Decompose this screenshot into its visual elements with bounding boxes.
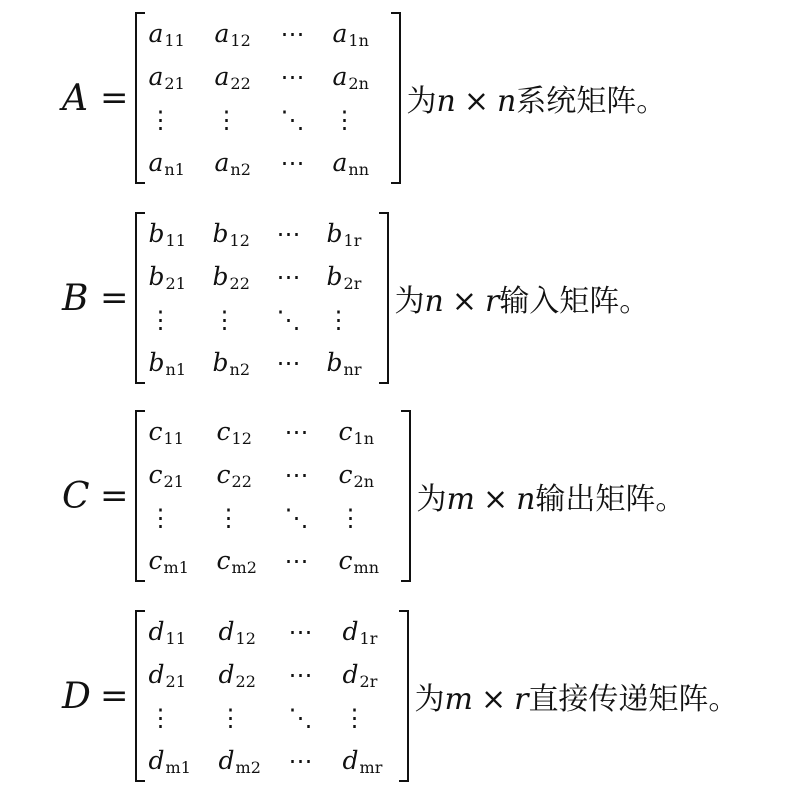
matrix-ellipsis [281, 12, 333, 55]
element-symbol: d [342, 660, 359, 689]
matrix-ellipsis [285, 539, 339, 582]
element-subscript: 1r [359, 629, 378, 648]
matrix-ellipsis [277, 212, 327, 255]
matrix-ellipsis [213, 298, 277, 341]
element-symbol: d [148, 660, 165, 689]
element-symbol: a [332, 148, 348, 177]
desc-suffix: 输入矩阵。 [499, 284, 650, 319]
matrix-ellipsis [333, 98, 387, 141]
ellipsis-symbol: ⋯ [284, 546, 310, 575]
ellipsis-symbol: ⋱ [288, 703, 313, 732]
element-symbol: c [338, 460, 353, 489]
element-symbol: b [148, 262, 165, 291]
element-subscript: 2r [343, 274, 362, 293]
matrix-element [333, 12, 387, 55]
matrix-element [149, 539, 217, 582]
element-subscript: n1 [164, 160, 185, 179]
element-symbol: c [338, 546, 353, 575]
element-subscript: 21 [165, 274, 186, 293]
right-bracket [379, 212, 389, 384]
matrix-description [417, 474, 686, 518]
matrix-ellipsis [281, 141, 333, 184]
matrix-element [215, 55, 281, 98]
matrix-element [149, 653, 219, 696]
element-symbol: d [148, 746, 165, 775]
ellipsis-symbol: ⋯ [280, 19, 306, 48]
element-symbol: c [148, 460, 163, 489]
ellipsis-symbol: ⋮ [214, 105, 239, 134]
element-subscript: 21 [163, 472, 184, 491]
element-subscript: 11 [163, 429, 184, 448]
matrix-ellipsis [219, 696, 289, 739]
element-subscript: 21 [165, 672, 186, 691]
matrix-element [217, 453, 285, 496]
element-subscript: 11 [164, 31, 185, 50]
element-symbol: a [332, 19, 348, 48]
element-symbol: c [148, 417, 163, 446]
matrix-ellipsis [149, 696, 219, 739]
element-subscript: 11 [165, 629, 186, 648]
element-symbol: a [214, 62, 230, 91]
matrix-symbol: A [62, 77, 88, 119]
element-subscript: 2n [348, 74, 369, 93]
matrix-ellipsis [289, 696, 343, 739]
equation-b [62, 210, 649, 386]
element-subscript: n2 [230, 160, 251, 179]
times-sign: × [451, 284, 477, 319]
element-subscript: m1 [163, 558, 189, 577]
matrix-element [333, 55, 387, 98]
ellipsis-symbol: ⋯ [280, 62, 306, 91]
matrix-ellipsis [149, 98, 215, 141]
dimension-rows: n [436, 84, 456, 119]
matrix-element [339, 453, 397, 496]
matrix-ellipsis [289, 610, 343, 653]
matrix-element [339, 539, 397, 582]
ellipsis-symbol: ⋯ [284, 460, 310, 489]
matrix-description [407, 76, 667, 120]
matrix-ellipsis [289, 653, 343, 696]
ellipsis-symbol: ⋯ [276, 219, 302, 248]
dimension-rows: m [446, 482, 475, 517]
matrix-element [149, 141, 215, 184]
dimension-rows: n [424, 284, 444, 319]
matrix-element [339, 410, 397, 453]
matrix-element [213, 212, 277, 255]
element-subscript: mr [359, 758, 383, 777]
element-subscript: m2 [231, 558, 257, 577]
matrix-element [217, 410, 285, 453]
matrix-ellipsis [149, 496, 217, 539]
dimension-cols: r [514, 682, 529, 717]
ellipsis-symbol: ⋱ [276, 305, 301, 334]
dimension-cols: n [516, 482, 536, 517]
matrix-element [213, 341, 277, 384]
matrix-ellipsis [285, 410, 339, 453]
matrix-ellipsis [343, 696, 395, 739]
element-symbol: a [148, 148, 164, 177]
left-bracket [135, 410, 145, 582]
matrix-element [149, 55, 215, 98]
element-subscript: 22 [229, 274, 250, 293]
matrix-element [327, 341, 375, 384]
ellipsis-symbol: ⋯ [288, 660, 314, 689]
matrix [135, 212, 389, 384]
desc-suffix: 系统矩阵。 [516, 84, 667, 119]
element-symbol: b [212, 348, 229, 377]
matrix-element [149, 410, 217, 453]
element-symbol: c [216, 460, 231, 489]
matrix-ellipsis [285, 453, 339, 496]
element-symbol: b [148, 348, 165, 377]
matrix-ellipsis [281, 98, 333, 141]
element-symbol: c [216, 417, 231, 446]
element-symbol: c [148, 546, 163, 575]
ellipsis-symbol: ⋮ [148, 105, 173, 134]
element-subscript: 2n [353, 472, 374, 491]
matrix-element [219, 739, 289, 782]
matrix-ellipsis [149, 298, 213, 341]
element-subscript: 22 [230, 74, 251, 93]
equation-a [62, 10, 666, 186]
right-bracket [399, 610, 409, 782]
element-subscript: 1n [348, 31, 369, 50]
matrix-symbol: D [62, 675, 91, 717]
element-symbol: d [218, 617, 235, 646]
desc-prefix: 为 [414, 682, 445, 717]
element-symbol: b [326, 219, 343, 248]
element-subscript: mn [353, 558, 379, 577]
desc-prefix: 为 [406, 84, 437, 119]
matrix-ellipsis [285, 496, 339, 539]
element-subscript: 12 [230, 31, 251, 50]
matrix-element [343, 739, 395, 782]
matrix-element [213, 255, 277, 298]
matrix-ellipsis [289, 739, 343, 782]
matrix-element [327, 255, 375, 298]
element-subscript: 22 [235, 672, 256, 691]
matrix-element [333, 141, 387, 184]
ellipsis-symbol: ⋱ [280, 105, 305, 134]
matrix-element [215, 141, 281, 184]
element-subscript: 22 [231, 472, 252, 491]
ellipsis-symbol: ⋮ [342, 703, 367, 732]
matrix-element [343, 610, 395, 653]
element-symbol: d [218, 660, 235, 689]
ellipsis-symbol: ⋱ [284, 503, 309, 532]
equals-sign: = [100, 676, 129, 716]
ellipsis-symbol: ⋮ [216, 503, 241, 532]
matrix [135, 12, 401, 184]
dimension-cols: n [496, 84, 517, 119]
ellipsis-symbol: ⋯ [280, 148, 306, 177]
ellipsis-symbol: ⋯ [288, 617, 314, 646]
right-bracket [401, 410, 411, 582]
element-symbol: a [148, 19, 164, 48]
element-subscript: m2 [235, 758, 261, 777]
element-subscript: 2r [359, 672, 378, 691]
times-sign: × [480, 682, 507, 717]
element-subscript: 1r [343, 231, 362, 250]
left-bracket [135, 12, 145, 184]
matrix-element [149, 12, 215, 55]
ellipsis-symbol: ⋯ [276, 262, 302, 291]
matrix-element [215, 12, 281, 55]
element-symbol: a [214, 19, 230, 48]
ellipsis-symbol: ⋮ [148, 503, 173, 532]
ellipsis-symbol: ⋮ [218, 703, 243, 732]
matrix-symbol: B [62, 277, 89, 319]
matrix-ellipsis [215, 98, 281, 141]
element-subscript: n1 [165, 360, 186, 379]
element-symbol: a [214, 148, 230, 177]
matrix-description [395, 276, 650, 320]
matrix-element [219, 610, 289, 653]
matrix-ellipsis [277, 341, 327, 384]
matrix-ellipsis [281, 55, 333, 98]
element-subscript: n2 [229, 360, 250, 379]
element-symbol: d [218, 746, 235, 775]
element-subscript: nn [348, 160, 370, 179]
element-symbol: a [332, 62, 348, 91]
ellipsis-symbol: ⋮ [332, 105, 357, 134]
left-bracket [135, 212, 145, 384]
element-symbol: b [326, 262, 343, 291]
element-subscript: 11 [165, 231, 186, 250]
ellipsis-symbol: ⋮ [148, 703, 173, 732]
equals-sign: = [100, 78, 129, 118]
matrix-element [217, 539, 285, 582]
equals-sign: = [100, 476, 129, 516]
element-subscript: 21 [164, 74, 185, 93]
ellipsis-symbol: ⋯ [284, 417, 310, 446]
desc-prefix: 为 [394, 284, 425, 319]
element-subscript: nr [343, 360, 362, 379]
desc-prefix: 为 [416, 482, 447, 517]
equation-d [62, 608, 738, 784]
matrix-element [327, 212, 375, 255]
matrix-ellipsis [277, 298, 327, 341]
matrix [135, 610, 409, 782]
ellipsis-symbol: ⋯ [288, 746, 314, 775]
element-symbol: b [212, 219, 229, 248]
matrix-element [149, 341, 213, 384]
element-symbol: b [326, 348, 343, 377]
matrix-element [219, 653, 289, 696]
ellipsis-symbol: ⋮ [148, 305, 173, 334]
matrix-ellipsis [217, 496, 285, 539]
times-sign: × [463, 84, 489, 119]
matrix-ellipsis [327, 298, 375, 341]
desc-suffix: 输出矩阵。 [535, 482, 686, 517]
element-subscript: 1n [353, 429, 374, 448]
element-symbol: a [148, 62, 164, 91]
element-symbol: d [342, 617, 359, 646]
matrix-description [415, 674, 739, 718]
matrix-ellipsis [277, 255, 327, 298]
left-bracket [135, 610, 145, 782]
element-symbol: b [212, 262, 229, 291]
ellipsis-symbol: ⋮ [326, 305, 351, 334]
element-symbol: c [338, 417, 353, 446]
matrix-symbol: C [62, 475, 90, 517]
matrix-element [149, 453, 217, 496]
matrix-element [149, 739, 219, 782]
matrix-element [343, 653, 395, 696]
element-subscript: 12 [231, 429, 252, 448]
matrix-element [149, 610, 219, 653]
dimension-cols: r [484, 284, 500, 319]
matrix-element [149, 212, 213, 255]
matrix-element [149, 255, 213, 298]
element-symbol: c [216, 546, 231, 575]
ellipsis-symbol: ⋮ [212, 305, 237, 334]
matrix [135, 410, 411, 582]
element-symbol: d [342, 746, 359, 775]
element-subscript: 12 [235, 629, 256, 648]
matrix-ellipsis [339, 496, 397, 539]
ellipsis-symbol: ⋯ [276, 348, 302, 377]
element-subscript: m1 [165, 758, 191, 777]
element-symbol: d [148, 617, 165, 646]
desc-suffix: 直接传递矩阵。 [528, 682, 739, 717]
element-symbol: b [148, 219, 165, 248]
dimension-rows: m [444, 682, 473, 717]
element-subscript: 12 [229, 231, 250, 250]
equation-c [62, 408, 685, 584]
ellipsis-symbol: ⋮ [338, 503, 363, 532]
right-bracket [391, 12, 401, 184]
times-sign: × [482, 482, 509, 517]
equals-sign: = [100, 278, 129, 318]
